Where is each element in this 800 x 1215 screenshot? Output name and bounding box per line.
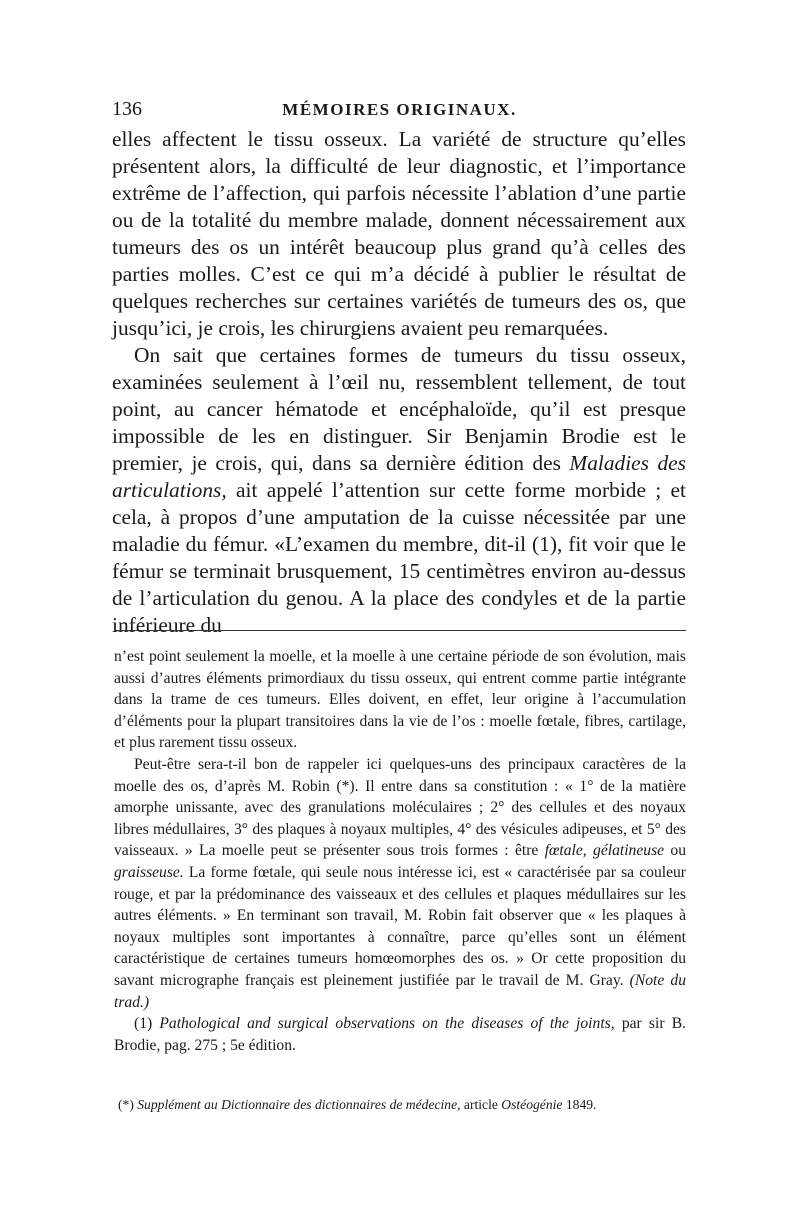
main-text [112, 126, 686, 639]
page-number: 136 [112, 98, 142, 120]
paragraph: elles affectent le tissu osseux. La variété de structure qu’elles présentent alors, la difficulté de leur diagnostic, et l’importance extrême de l’affection, qui parfois nécessite l’ablation d’une partie ou de la totalité du membre malade, donnent nécessairement aux tumeurs des os un intérêt beaucoup plus grand qu’à celles des parties molles. C’est ce qui m’a décidé à publier le résultat de quelques recherches sur certaines variétés de tumeurs des os, que jusqu’ici, je crois, les chirurgiens avaient peu remarquées. [112, 127, 686, 340]
page-header [112, 98, 687, 126]
footnote-continuation: n’est point seulement la moelle, et la moelle à une certaine période de son évolution, mais aussi d’autres éléments primordiaux du tissu osseux, qui entrent comme partie intégrante dans la trame de ces tumeurs. Elles doivent, en effet, leur origine à l’accumulation d’éléments pour la plupart transitoires dans la vie de l’os : moelle fœtale, fibres, cartilage, et plus rarement tissu osseux. [114, 648, 686, 752]
translator-note: Peut-être sera-t-il bon de rappeler ici quelques-uns des principaux caractères de la moelle des os, d’après M. Robin (*). Il entre dans sa constitution : « 1° de la matière amorphe unissante, avec des granulations moléculaires ; 2° des cellules et des noyaux libres médullaires, 3° des plaques à noyaux multiples, 4° des vésicules adipeuses, et 5° des vaisseaux. » La moelle peut se présenter sous trois formes : être fœtale, gélatineuse ou graisseuse. La forme fœtale, qui seule nous intéresse ici, est « caractérisée par sa couleur rouge, et par la prédominance des vaisseaux et des cellules et plaques médullaires sur les autres éléments. » En terminant son travail, M. Robin fait observer que « les plaques à noyaux multiples sont importantes à connaître, parce qu’elles sont un élément caractéristique de certaines tumeurs homœomorphes des os. » Or cette proposition du savant micrographe français est pleinement justifiée par le travail de M. Gray. (Note du trad.) [114, 755, 687, 1011]
footnote-1: (1) Pathological and surgical observations on the diseases of the joints, par sir B. Brodie, pag. 275 ; 5e édition. [114, 1015, 686, 1054]
paragraph: On sait que certaines formes de tumeurs du tissu osseux, examinées seulement à l’œil nu, ressemblent tellement, de tout point, au cancer hématode et encéphaloïde, qu’il est presque impossible de les en distinguer. Sir Benjamin Brodie est le premier, je crois, qui, dans sa dernière édition des Maladies des articulations, ait appelé l’attention sur cette forme morbide ; et cela, à propos d’une amputation de la cuisse nécessitée par une maladie du fémur. «L’examen du membre, dit-il (1), fit voir que le fémur se terminait brusquement, 15 centimètres environ au-dessus de l’articulation du genou. A la place des condyles et de la partie inférieure du [112, 343, 686, 637]
note-attribution: (Note du trad.) [114, 971, 687, 1011]
footnote-divider [114, 630, 686, 631]
italic-title: Maladies des articulations, [112, 451, 686, 502]
footnote-asterisk: (*) Supplément au Dictionnaire des dictionnaires de médecine, article Ostéogénie 1849. [118, 1097, 597, 1112]
running-title: MÉMOIRES ORIGINAUX. [282, 100, 517, 119]
footnotes [114, 646, 686, 1056]
